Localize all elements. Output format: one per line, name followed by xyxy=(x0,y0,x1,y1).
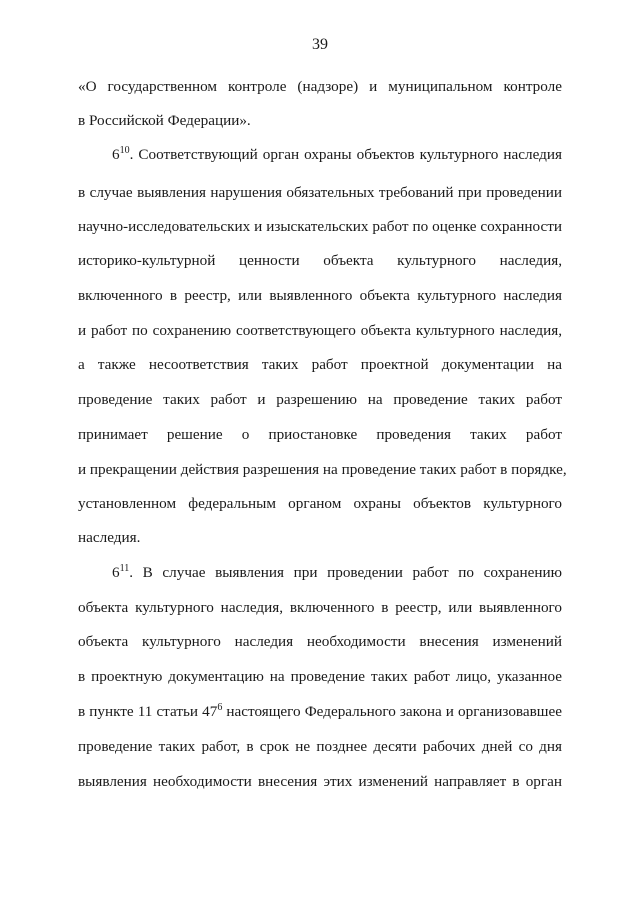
clause-number: 6 xyxy=(112,146,120,163)
text-line: и прекращении действия разрешения на проведение таких работ в порядке, xyxy=(78,461,567,478)
clause-superscript: 10 xyxy=(119,145,130,156)
text-line: в проектную документацию на проведение таких работ лицо, указанное xyxy=(78,668,562,685)
article-superscript: 6 xyxy=(217,702,223,713)
text-line: а также несоответствия таких работ проектной документации на xyxy=(78,356,562,373)
text-line: принимает решение о приостановке проведения таких работ xyxy=(78,426,562,443)
text-fragment: в пункте 11 статьи 47 xyxy=(78,703,218,720)
text-line: установленном федеральным органом охраны объектов культурного xyxy=(78,495,562,512)
text-line: объекта культурного наследия необходимости внесения изменений xyxy=(78,633,562,650)
text-fragment: . Соответствующий орган охраны объектов культурного наследия xyxy=(129,146,562,163)
paragraph-start-line xyxy=(112,145,562,165)
page-number: 39 xyxy=(312,36,328,53)
paragraph-start-line xyxy=(112,563,562,583)
text-line: выявления необходимости внесения этих изменений направляет в орган xyxy=(78,773,562,790)
text-line: и работ по сохранению соответствующего объекта культурного наследия, xyxy=(78,322,562,339)
clause-superscript: 11 xyxy=(119,563,130,574)
text-line: проведение таких работ, в срок не позднее десяти рабочих дней со дня xyxy=(78,738,562,755)
text-line: научно-исследовательских и изыскательских работ по оценке сохранности xyxy=(78,218,562,235)
text-fragment: настоящего Федерального закона и организовавшее xyxy=(222,703,562,720)
text-line: объекта культурного наследия, включенного в реестр, или выявленного xyxy=(78,599,562,616)
clause-number: 6 xyxy=(112,564,120,581)
text-line: проведение таких работ и разрешению на проведение таких работ xyxy=(78,391,562,408)
text-line: включенного в реестр, или выявленного объекта культурного наследия xyxy=(78,287,562,304)
text-line: в Российской Федерации». xyxy=(78,112,251,129)
text-line: наследия. xyxy=(78,529,141,546)
text-line: в случае выявления нарушения обязательных требований при проведении xyxy=(78,184,562,201)
text-line: «О государственном контроле (надзоре) и муниципальном контроле xyxy=(78,78,562,95)
text-line xyxy=(78,702,562,722)
text-fragment: . В случае выявления при проведении работ по сохранению xyxy=(129,564,562,581)
text-line: историко-культурной ценности объекта культурного наследия, xyxy=(78,252,562,269)
